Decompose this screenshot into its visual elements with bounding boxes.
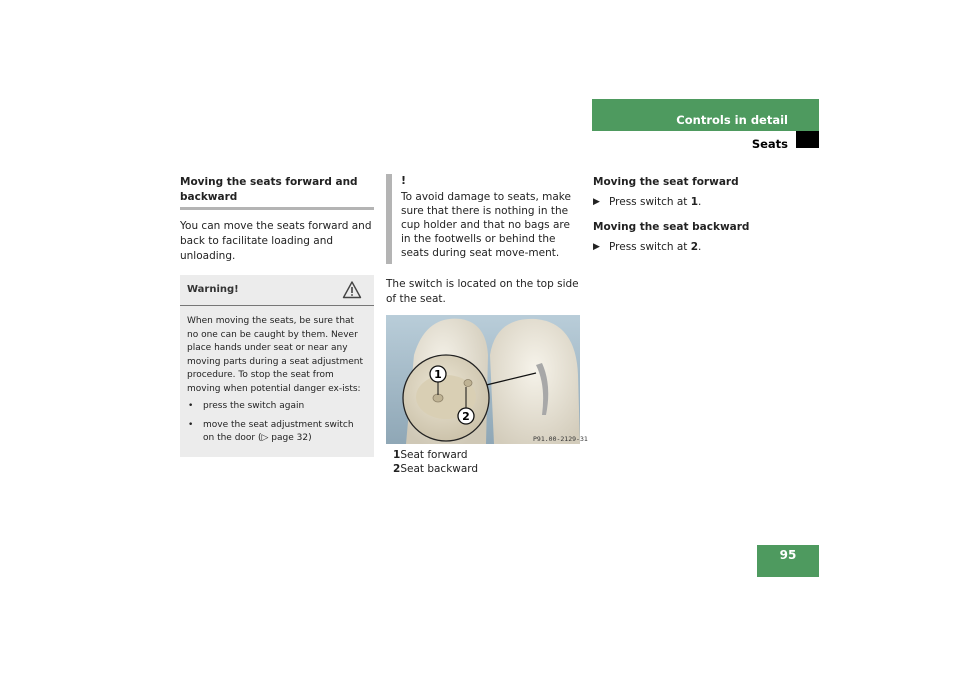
header-marker [796,131,819,148]
warning-body: When moving the seats, be sure that no one can be caught by them. Never place hands under seat or near any moving parts during a seat adjustment procedure. To stop the seat from moving when potential danger ex-ists: [187,316,363,394]
caption-list [386,448,580,476]
warning-text [180,306,374,446]
image-code: P91.00-2129-31 [533,435,588,443]
callout-1: 1 [434,368,442,381]
subsection-title: Seats [751,137,788,151]
backward-heading: Moving the seat backward [593,221,750,233]
left-column [180,175,374,457]
right-column [593,175,787,255]
page-number: 95 [757,545,819,577]
section-heading: Moving the seats forward and backward [180,175,374,210]
callout-2: 2 [462,410,470,423]
switch-location-text: The switch is located on the top side of the seat. [386,278,579,305]
warning-list [187,400,366,446]
middle-column [386,174,588,476]
caption-item: 1Seat forward [393,449,468,461]
intro-paragraph: You can move the seats forward and back to facilitate loading and unloading. [180,220,372,262]
forward-heading: Moving the seat forward [593,176,739,188]
warning-item: • move the seat adjustment switch on the door (▷ page 32) [187,419,366,446]
arrow-icon: ▶ [593,197,600,207]
caution-note [386,174,580,264]
caution-icon: ! [401,174,407,187]
caution-text: To avoid damage to seats, make sure that there is nothing in the cup holder and that no bags are in the footwells or behind the seats during seat move-ment. [401,191,571,259]
caption-item: 2Seat backward [393,463,479,475]
seat-switch-photo [386,315,588,444]
backward-step: ▶ Press switch at 2. [593,241,702,253]
forward-step: ▶ Press switch at 1. [593,196,702,208]
warning-triangle-icon [342,280,362,300]
warning-header [180,275,374,306]
warning-item: • press the switch again [187,400,366,414]
warning-box [180,275,374,457]
warning-title: Warning! [187,284,239,295]
arrow-icon: ▶ [593,242,600,252]
section-title: Controls in detail [676,113,788,127]
